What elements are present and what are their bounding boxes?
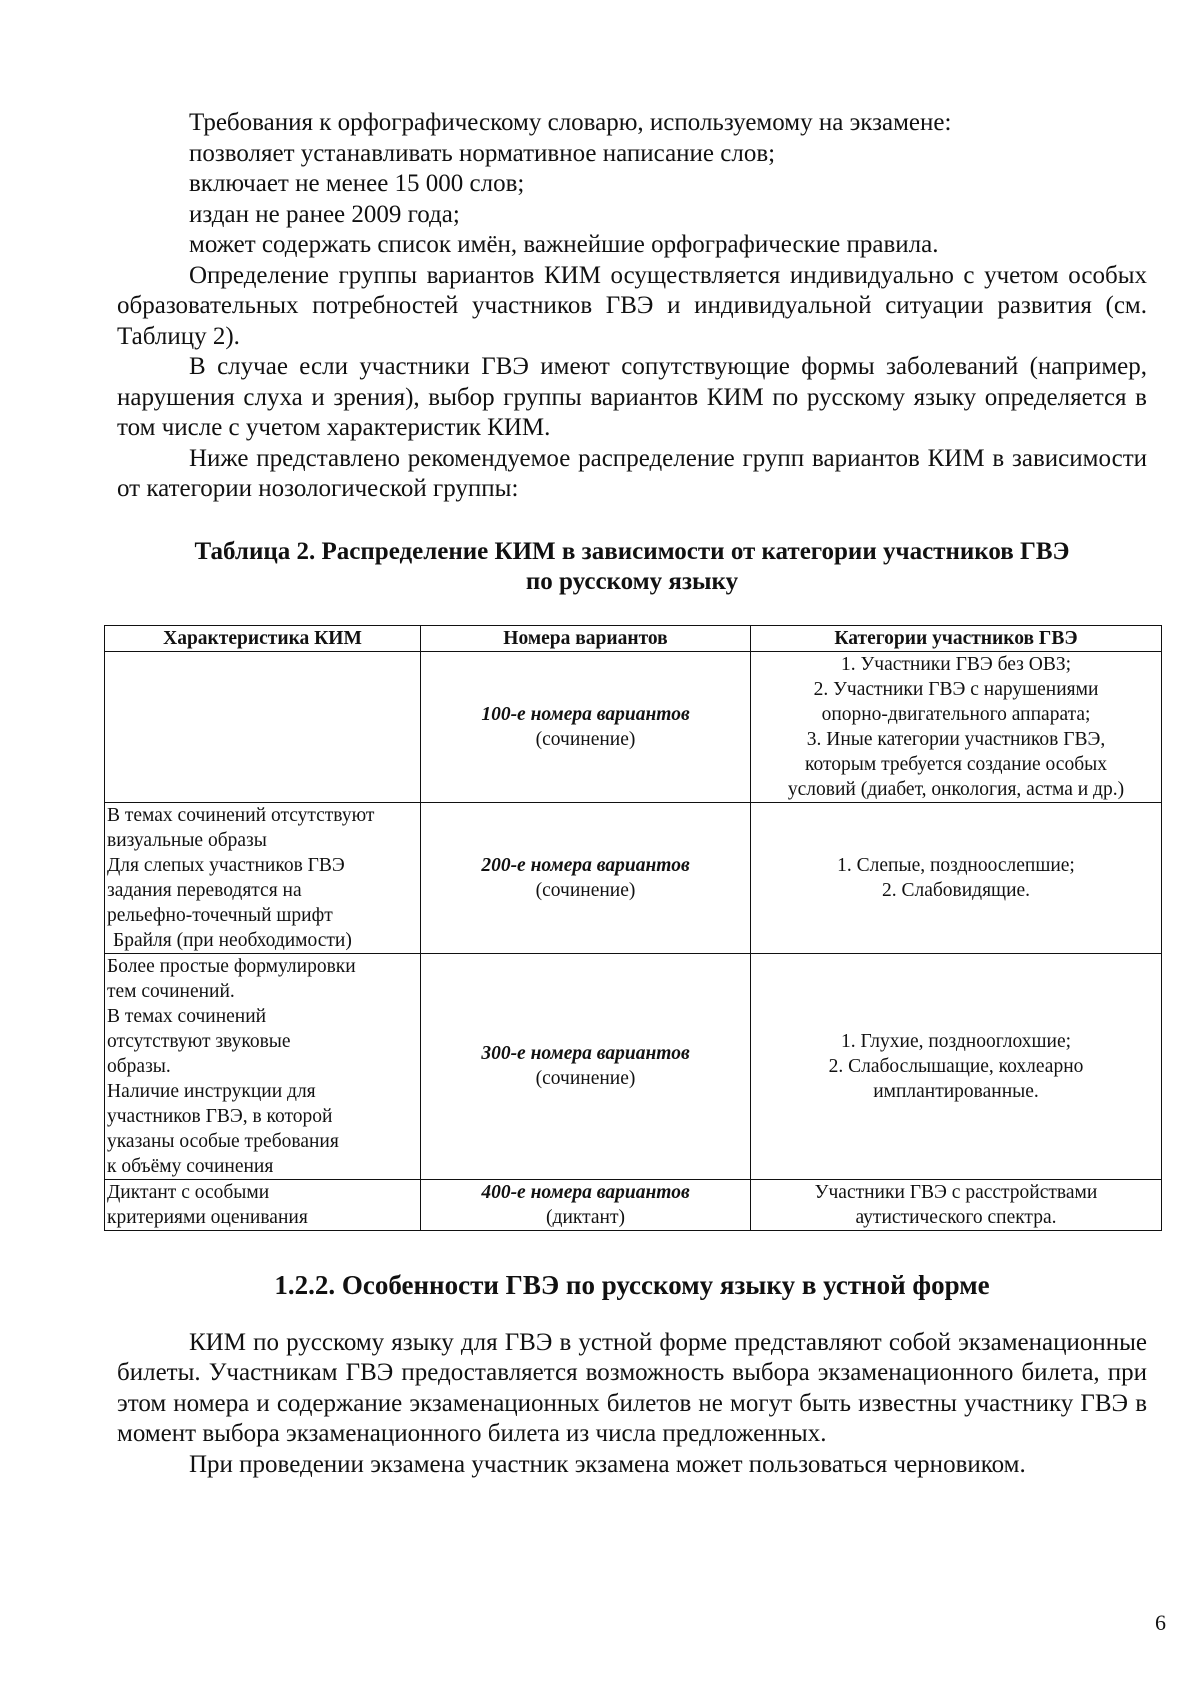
characteristic-line: отсутствуют звуковые xyxy=(107,1030,291,1052)
requirement-item: включает не менее 15 000 слов; xyxy=(189,170,525,197)
characteristic-line: рельефно-точечный шрифт xyxy=(107,904,333,926)
table-header-row xyxy=(105,625,1162,651)
variant-cell xyxy=(421,953,751,1179)
variant-number: 100-е номера вариантов xyxy=(481,703,690,725)
paragraph: Определение группы вариантов КИМ осуществляется индивидуально с учетом особых образовательных потребностей участников ГВЭ и индивидуальной ситуации развития (см. Таблицу 2). xyxy=(117,261,1147,350)
category-line: 1. Слепые, поздноослепшие; xyxy=(837,854,1075,876)
variant-cell xyxy=(421,802,751,953)
characteristics-cell xyxy=(105,802,421,953)
characteristic-line: Более простые формулировки xyxy=(107,955,356,977)
category-line: 3. Иные категории участников ГВЭ, xyxy=(806,728,1106,750)
category-line: 1. Участники ГВЭ без ОВЗ; xyxy=(840,653,1072,675)
section-heading: 1.2.2. Особенности ГВЭ по русскому языку в устной форме xyxy=(274,1269,990,1300)
characteristics-cell xyxy=(105,1179,421,1230)
variant-type: (диктант) xyxy=(546,1206,625,1228)
paragraph: В случае если участники ГВЭ имеют сопутствующие формы заболеваний (например, нарушения слуха и зрения), выбор группы вариантов КИМ по русскому языку определяется в том числе с учетом характеристик КИМ. xyxy=(117,353,1147,441)
paragraph: КИМ по русскому языку для ГВЭ в устной форме представляют собой экзаменационные билеты. Участникам ГВЭ предоставляется возможность выбора экзаменационного билета, при этом номера и содержание экзаменационных билетов не могут быть известны участнику ГВЭ в момент выбора экзаменационного билета из числа предложенных. xyxy=(117,1328,1147,1447)
category-line: 2. Слабовидящие. xyxy=(881,879,1031,901)
category-line: которым требуется создание особых xyxy=(805,753,1107,775)
table-row xyxy=(105,953,1162,1179)
characteristic-line: указаны особые требования xyxy=(107,1130,339,1152)
characteristic-line: Для слепых участников ГВЭ xyxy=(107,854,345,876)
variant-number: 400-е номера вариантов xyxy=(481,1181,690,1203)
page-number: 6 xyxy=(1155,1610,1166,1635)
table-title xyxy=(117,537,1147,597)
requirement-item: позволяет устанавливать нормативное написание слов; xyxy=(189,139,776,167)
requirement-item: может содержать список имён, важнейшие орфографические правила. xyxy=(189,231,939,258)
variant-cell xyxy=(421,1179,751,1230)
distribution-table xyxy=(104,625,1162,1231)
variant-cell xyxy=(421,651,751,802)
header-categories: Категории участников ГВЭ xyxy=(751,625,1162,651)
variant-number: 200-е номера вариантов xyxy=(481,854,690,876)
table-row xyxy=(105,1179,1162,1230)
category-line: условий (диабет, онкология, астма и др.) xyxy=(787,778,1125,800)
characteristics-cell xyxy=(105,953,421,1179)
variant-type: (сочинение) xyxy=(535,1068,636,1089)
table-title-line: Таблица 2. Распределение КИМ в зависимости от категории участников ГВЭ xyxy=(194,537,1070,565)
characteristic-line: тем сочинений. xyxy=(107,980,235,1002)
variant-type: (сочинение) xyxy=(535,728,636,750)
characteristic-line: участников ГВЭ, в которой xyxy=(107,1105,333,1127)
characteristic-line: задания переводятся на xyxy=(107,879,302,901)
categories-cell xyxy=(751,651,1162,802)
category-line: аутистического спектра. xyxy=(855,1206,1057,1228)
dictionary-requirements-intro: Требования к орфографическому словарю, используемому на экзамене: xyxy=(189,109,952,136)
table-row xyxy=(105,651,1162,802)
categories-cell xyxy=(751,802,1162,953)
categories-cell xyxy=(751,953,1162,1179)
category-line: Участники ГВЭ с расстройствами xyxy=(814,1181,1098,1203)
characteristic-line: к объёму сочинения xyxy=(107,1155,274,1177)
category-line: имплантированные. xyxy=(873,1080,1039,1102)
category-line: опорно-двигательного аппарата; xyxy=(821,703,1091,725)
variant-type: (сочинение) xyxy=(535,879,636,901)
characteristic-line: В темах сочинений xyxy=(107,1005,267,1027)
category-line: 2. Участники ГВЭ с нарушениями xyxy=(813,678,1099,700)
header-characteristics: Характеристика КИМ xyxy=(105,625,421,651)
characteristic-line: критериями оценивания xyxy=(107,1206,308,1228)
characteristic-line: визуальные образы xyxy=(107,829,267,851)
characteristic-line: Наличие инструкции для xyxy=(107,1080,316,1102)
page-content xyxy=(107,108,1147,1480)
characteristics-cell xyxy=(105,651,421,802)
characteristic-line: Диктант с особыми xyxy=(107,1181,270,1203)
variant-number: 300-е номера вариантов xyxy=(481,1043,690,1064)
table-row xyxy=(105,802,1162,953)
characteristic-line: Брайля (при необходимости) xyxy=(113,929,352,951)
categories-cell xyxy=(751,1179,1162,1230)
category-line: 1. Глухие, позднооглохшие; xyxy=(840,1030,1072,1052)
paragraph: При проведении экзамена участник экзамена может пользоваться черновиком. xyxy=(189,1450,1026,1478)
category-line: 2. Слабослышащие, кохлеарно xyxy=(828,1055,1084,1077)
requirement-item: издан не ранее 2009 года; xyxy=(189,200,460,228)
characteristic-line: В темах сочинений отсутствуют xyxy=(107,804,375,826)
header-variants: Номера вариантов xyxy=(421,625,751,651)
paragraph: Ниже представлено рекомендуемое распределение групп вариантов КИМ в зависимости от категории нозологической группы: xyxy=(117,444,1147,502)
table-title-line: по русскому языку xyxy=(525,567,739,595)
characteristic-line: образы. xyxy=(107,1055,171,1077)
